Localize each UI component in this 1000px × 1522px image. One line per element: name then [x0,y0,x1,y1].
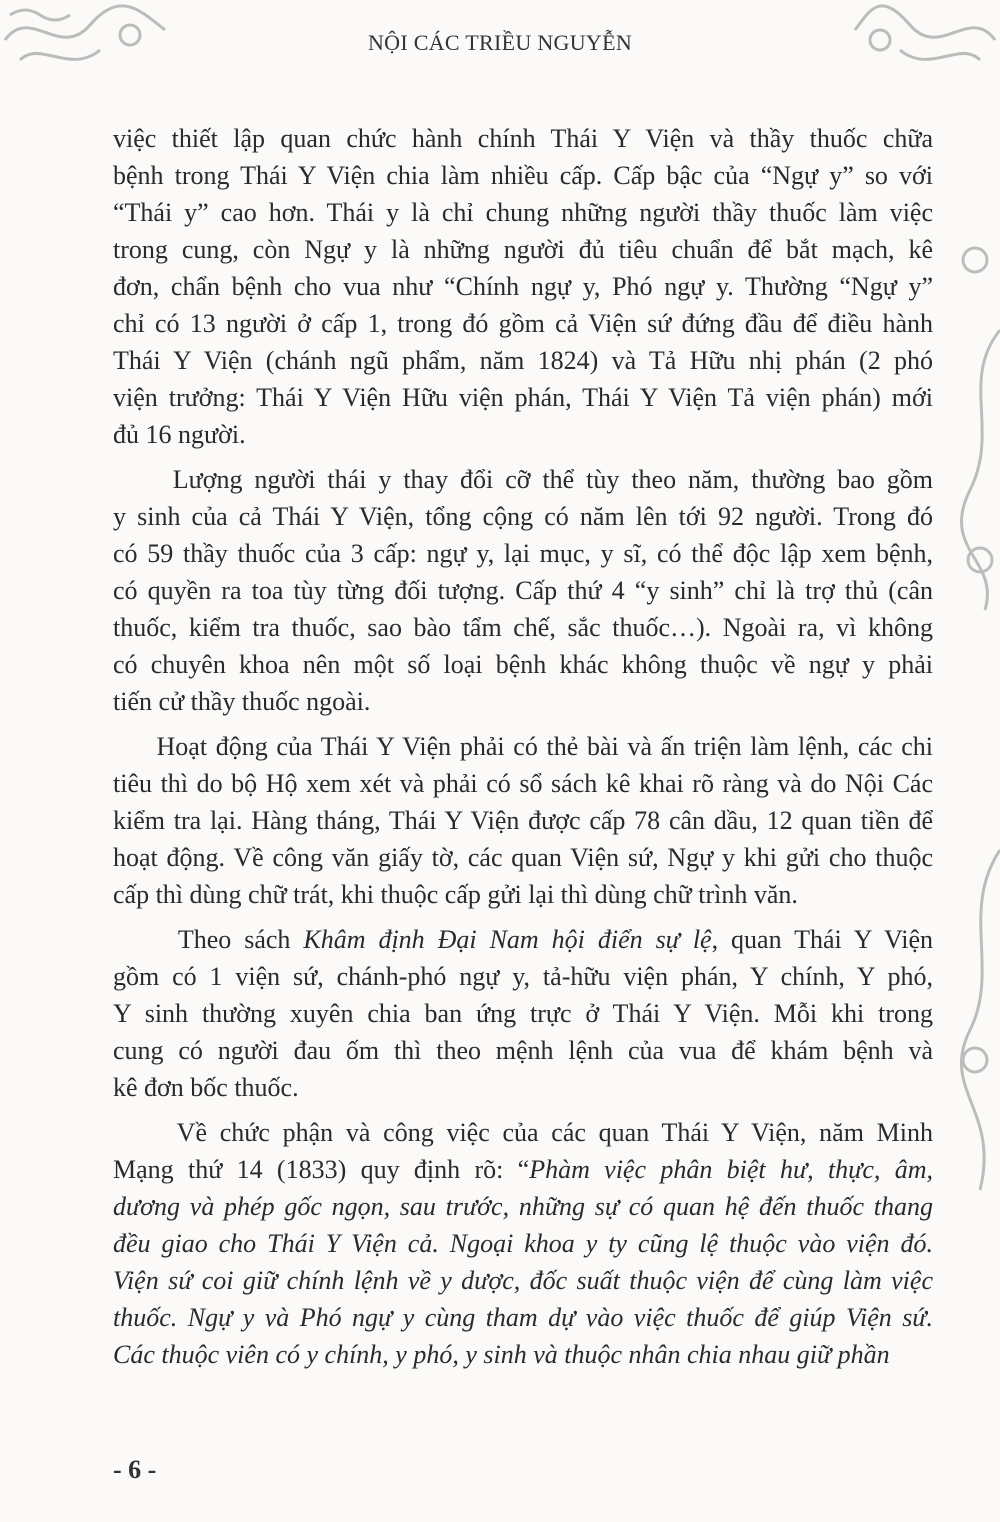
page-number: - 6 - [113,1455,157,1484]
italic-text: Phàm việc phân biệt hư, thực, âm, [529,1155,933,1184]
text-segment: có chuyên khoa nên một số loại bệnh khác không thuộc về ngự y phải [113,650,933,679]
text-line [113,1069,933,1106]
text-line [113,995,933,1032]
italic-text: Viện sứ coi giữ chính lệnh về y dược, đốc suất thuộc viện để cùng làm việc [113,1266,933,1295]
text-segment: “Thái y” cao hơn. Thái y là chỉ chung những người thầy thuốc làm việc [113,198,933,227]
text-segment: hoạt động. Về công văn giấy tờ, các quan Viện sứ, Ngự y khi gửi cho thuộc [113,843,933,872]
text-line [113,157,933,194]
paragraph [113,461,933,720]
italic-text: thuốc. Ngự y và Phó ngự y cùng tham dự vào việc thuốc để giúp Viện sứ. [113,1303,933,1332]
text-line [113,876,933,913]
italic-text: đều giao cho Thái Y Viện cả. Ngoại khoa y ty cũng lệ thuộc vào viện đó. [113,1229,933,1258]
text-line [113,498,933,535]
paragraph [113,120,933,453]
text-segment: Thái Y Viện (chánh ngũ phẩm, năm 1824) và Tả Hữu nhị phán (2 phó [113,346,933,375]
text-segment: Về chức phận và công việc của các quan Thái Y Viện, năm Minh [113,1118,933,1147]
text-line [113,1188,933,1225]
text-segment: viện trưởng: Thái Y Viện Hữu viện phán, Thái Y Viện Tả viện phán) mới [113,383,933,412]
text-line [113,921,933,958]
text-line [113,379,933,416]
text-segment: việc thiết lập quan chức hành chính Thái Y Viện và thầy thuốc chữa [113,124,933,153]
dragon-ornament-right-edge-icon [940,230,1000,1230]
text-segment: kiểm tra lại. Hàng tháng, Thái Y Viện được cấp 78 cân dầu, 12 quan tiền để [113,806,933,835]
paragraph [113,921,933,1106]
text-segment: tiến cử thầy thuốc ngoài. [113,687,371,716]
body-text [113,120,933,1381]
text-line [113,1032,933,1069]
text-line [113,683,933,720]
text-line [113,802,933,839]
text-segment: Mạng thứ 14 (1833) quy định rõ: “ [113,1155,530,1184]
text-line [113,416,933,453]
paragraph [113,728,933,913]
text-segment: cung có người đau ốm thì theo mệnh lệnh của vua để khám bệnh và [113,1036,933,1065]
text-line [113,572,933,609]
text-line [113,1336,933,1373]
italic-text: Các thuộc viên có y chính, y phó, y sinh và thuộc nhân chia nhau giữ phần [113,1340,890,1369]
italic-text: dương và phép gốc ngọn, sau trước, những sự có quan hệ đến thuốc thang [113,1192,933,1221]
text-line [113,1114,933,1151]
text-line [113,305,933,342]
text-line [113,1151,933,1188]
text-segment: gồm có 1 viện sứ, chánh-phó ngự y, tả-hữu viện phán, Y chính, Y phó, [113,962,933,991]
text-segment: thuốc, kiểm tra thuốc, sao bào tẩm chế, sắc thuốc…). Ngoài ra, vì không [113,613,933,642]
text-line [113,194,933,231]
text-segment: đơn, chẩn bệnh cho vua như “Chính ngự y, Phó ngự y. Thường “Ngự y” [113,272,933,301]
text-segment: tiêu thì do bộ Hộ xem xét và phải có sổ sách kê khai rõ ràng và do Nội Các [113,769,933,798]
text-segment: đủ 16 người. [113,420,246,449]
paragraph [113,1114,933,1373]
text-line [113,1225,933,1262]
text-segment: cấp thì dùng chữ trát, khi thuộc cấp gửi lại thì dùng chữ trình văn. [113,880,798,909]
text-line [113,609,933,646]
text-line [113,461,933,498]
text-segment: kê đơn bốc thuốc. [113,1073,299,1102]
text-line [113,646,933,683]
running-header: NỘI CÁC TRIỀU NGUYỄN [367,30,633,55]
text-segment: trong cung, còn Ngự y là những người đủ tiêu chuẩn để bắt mạch, kê [113,235,933,264]
text-line [113,1262,933,1299]
text-line [113,231,933,268]
text-segment: có quyền ra toa tùy từng đối tượng. Cấp thứ 4 “y sinh” chỉ là trợ thủ (cân [113,576,933,605]
text-segment: Y sinh thường xuyên chia ban ứng trực ở Thái Y Viện. Mỗi khi trong [113,999,933,1028]
text-line [113,1299,933,1336]
text-segment: bệnh trong Thái Y Viện chia làm nhiều cấp. Cấp bậc của “Ngự y” so với [113,161,933,190]
text-line [113,268,933,305]
text-line [113,120,933,157]
text-segment: , quan Thái Y Viện [711,925,933,954]
text-line [113,839,933,876]
text-line [113,958,933,995]
text-segment: có 59 thầy thuốc của 3 cấp: ngự y, lại mục, y sĩ, có thể độc lập xem bệnh, [113,539,933,568]
italic-text: Khâm định Đại Nam hội điển sự lệ [303,925,712,954]
text-line [113,342,933,379]
text-segment: Hoạt động của Thái Y Viện phải có thẻ bài và ấn triện làm lệnh, các chi [113,732,933,761]
text-segment: Theo sách [113,925,304,954]
text-segment: Lượng người thái y thay đổi cỡ thể tùy theo năm, thường bao gồm [113,465,933,494]
text-line [113,765,933,802]
text-line [113,535,933,572]
text-segment: y sinh của cả Thái Y Viện, tổng cộng có năm lên tới 92 người. Trong đó [113,502,933,531]
text-line [113,728,933,765]
text-segment: chỉ có 13 người ở cấp 1, trong đó gồm cả Viện sứ đứng đầu để điều hành [113,309,933,338]
